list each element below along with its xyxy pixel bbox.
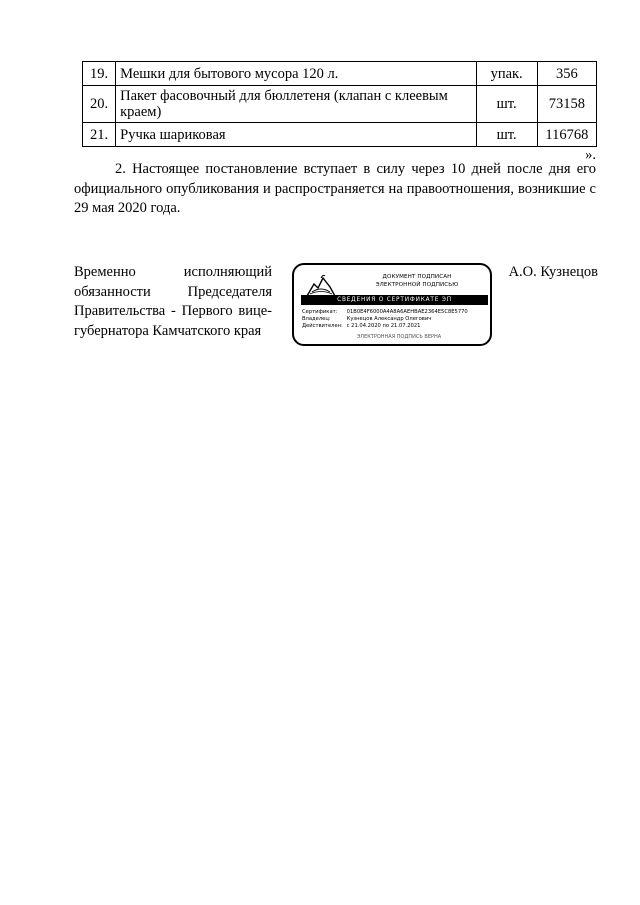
row-number: 21. (83, 123, 116, 147)
stamp-valid-row (302, 323, 420, 330)
stamp-cert-row (302, 309, 468, 316)
row-number: 20. (83, 86, 116, 123)
table-row (83, 62, 597, 86)
closing-quote: ». (585, 147, 596, 163)
effective-date-paragraph: 2. Настоящее постановление вступает в силу через 10 дней после дня его официального опубликования и распространяется на правоотношения, возникшие с 29 мая 2020 года. (74, 161, 596, 216)
signer-position: Временно исполняющий обязанности Председателя Правительства - Первого вице-губернатора Камчатского края (74, 264, 272, 339)
table-row (83, 86, 597, 123)
owner-value: Кузнецов Александр Олегович (346, 316, 432, 322)
stamp-certificate-bar: СВЕДЕНИЯ О СЕРТИФИКАТЕ ЭП (301, 295, 488, 305)
item-name: Мешки для бытового мусора 120 л. (116, 62, 476, 86)
row-number: 19. (83, 62, 116, 86)
cert-label: Сертификат: (302, 309, 338, 315)
stamp-owner-row (302, 316, 431, 323)
stamp-header (346, 273, 488, 289)
signer-name: А.О. Кузнецов (508, 264, 598, 280)
item-unit: шт. (476, 86, 537, 123)
item-unit: шт. (476, 123, 537, 147)
item-quantity: 116768 (537, 123, 596, 147)
item-name: Пакет фасовочный для бюллетеня (клапан с клеевым краем) (116, 86, 476, 123)
owner-label: Владелец: (302, 316, 331, 322)
item-unit: упак. (476, 62, 537, 86)
stamp-footer: ЭЛЕКТРОННАЯ ПОДПИСЬ ВЕРНА (356, 334, 442, 340)
valid-label: Действителен: (302, 323, 343, 329)
stamp-header-line: ЭЛЕКТРОННОЙ ПОДПИСЬЮ (375, 282, 459, 288)
cert-value: 01B0E4F6000A4A8A6AEHBAE2364E5C8E5770 (346, 309, 468, 315)
item-quantity: 73158 (537, 86, 596, 123)
item-name: Ручка шариковая (116, 123, 476, 147)
table-row (83, 123, 597, 147)
stamp-header-line: ДОКУМЕНТ ПОДПИСАН (382, 274, 452, 280)
electronic-signature-stamp (292, 263, 492, 346)
items-table (82, 61, 597, 147)
item-quantity: 356 (537, 62, 596, 86)
valid-value: с 21.04.2020 по 21.07.2021 (346, 323, 421, 329)
